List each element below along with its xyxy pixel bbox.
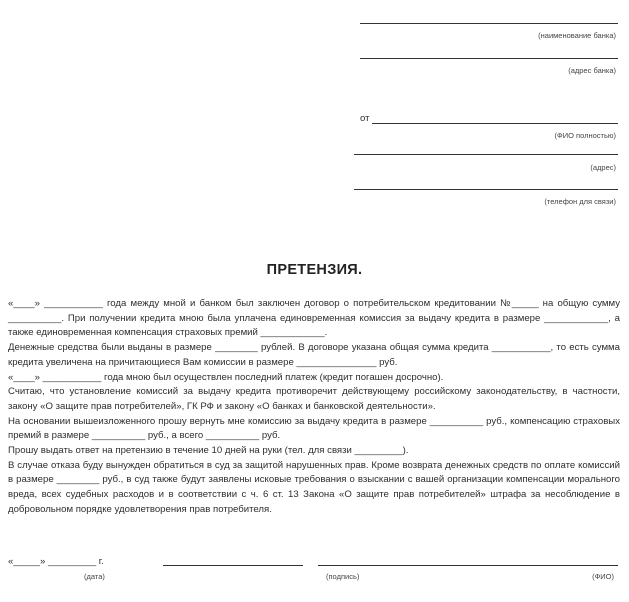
date-blank: «_____» _________ г. xyxy=(8,556,104,567)
bank-address-line xyxy=(360,58,618,59)
bank-name-line xyxy=(360,23,618,24)
paragraph-funds: Денежные средства были выданы в размере ________ рублей. В договоре указана общая сумма кредита ___________, то есть сумма кредита увеличена на причитающиеся Вам комиссии в размере _______________ руб. xyxy=(8,342,620,368)
phone-line xyxy=(354,189,618,190)
full-name-caption: (ФИО полностью) xyxy=(554,131,616,140)
from-label: от xyxy=(360,113,370,124)
bank-address-caption: (адрес банка) xyxy=(568,66,616,75)
name-line xyxy=(318,565,618,566)
bank-name-caption: (наименование банка) xyxy=(538,31,616,40)
name-caption: (ФИО) xyxy=(592,572,614,581)
phone-caption: (телефон для связи) xyxy=(544,197,616,206)
paragraph-contract: «____» ___________ года между мной и банком был заключен договор о потребительском кредитовании №_____ на общую сумму __________. При получении кредита мною была уплачена единовременная комиссия за выдачу кредита в размере ____________, а также единовременная компенсация страховых премий ____________. xyxy=(8,298,620,339)
paragraph-legal-basis: Считаю, что установление комиссий за выдачу кредита противоречит действующему российскому законодательству, в частности, закону «О защите прав потребителей», ГК РФ и закону «О банках и банковской деятельности». xyxy=(8,386,620,412)
full-name-line xyxy=(372,123,618,124)
paragraph-request-refund: На основании вышеизложенного прошу вернуть мне комиссию за выдачу кредита в размере __________ руб., компенсацию страховых премий в размере __________ руб., а всего __________ руб. xyxy=(8,415,620,442)
signature-line xyxy=(163,565,303,566)
address-line xyxy=(354,154,618,155)
signature-caption: (подпись) xyxy=(326,572,360,581)
paragraph-last-payment: «____» ___________ года мною был осуществлен последний платеж (кредит погашен досрочно). xyxy=(8,371,444,383)
claim-body xyxy=(8,297,620,518)
paragraph-court-warning: В случае отказа буду вынужден обратиться в суд за защитой нарушенных прав. Кроме возврата денежных средств по оплате комиссий в размере ________ руб., в суд также будут заявлены исковые требования о взыскании с вашей организации компенсации морального вреда, всех судебных расходов и в соответствии с ч. 6 ст. 13 Закона «О защите прав потребителей» штрафа за несоблюдение в добровольном порядке удовлетворения прав потребителя. xyxy=(8,459,620,515)
document-title: ПРЕТЕНЗИЯ. xyxy=(266,262,363,278)
date-caption: (дата) xyxy=(84,572,105,581)
address-caption: (адрес) xyxy=(590,163,616,172)
paragraph-response-request: Прошу выдать ответ на претензию в течение 10 дней на руки (тел. для связи _________). xyxy=(8,445,409,457)
